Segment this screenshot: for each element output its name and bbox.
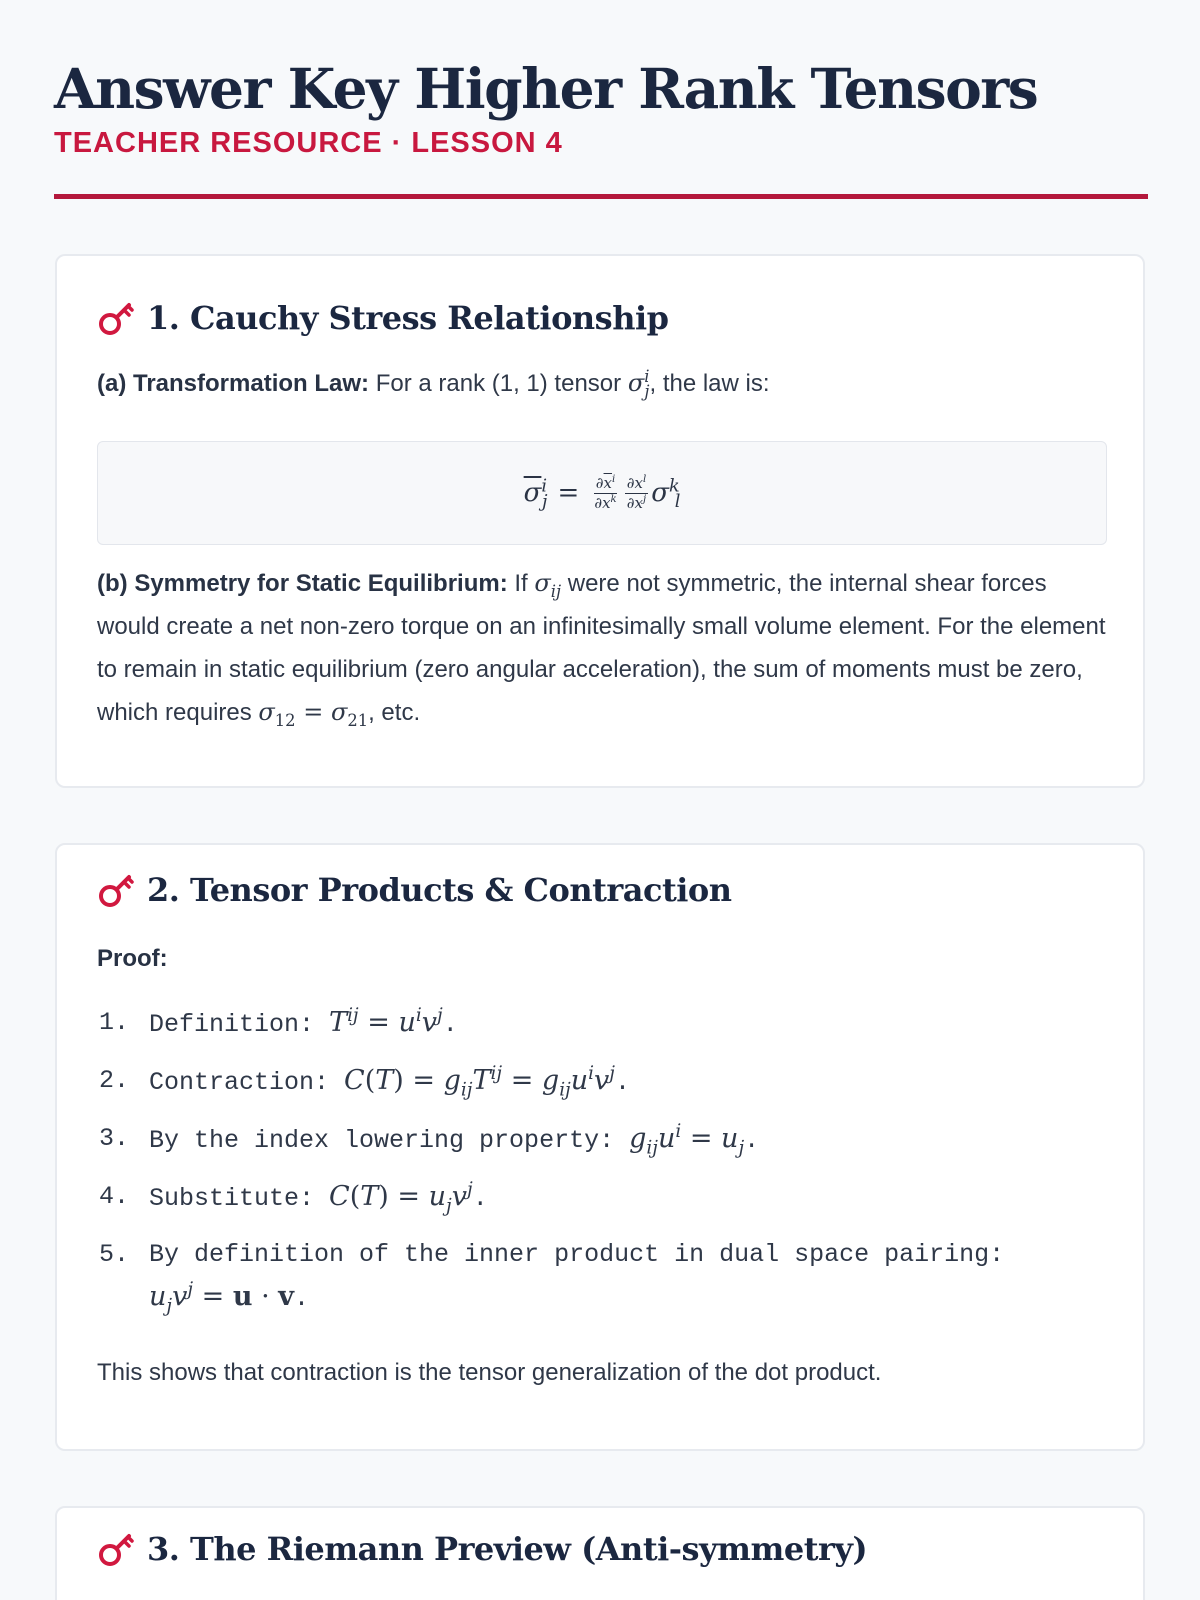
proof-step: 1. Definition: $T^{ij} = u^iv^j$. <box>99 995 1109 1053</box>
sigma-ij-math: $\sigma_{ij}$ <box>534 569 562 601</box>
key-icon <box>97 871 135 909</box>
proof-label-line <box>97 937 1107 980</box>
section-title: 2. Tensor Products & Contraction <box>147 871 732 909</box>
step-number: 4. <box>99 1182 130 1211</box>
part-a-paragraph <box>97 362 1107 405</box>
page-header <box>54 54 1148 160</box>
transformation-law-equation-box <box>97 441 1107 545</box>
step-number: 1. <box>99 1008 130 1037</box>
step-number: 3. <box>99 1124 130 1153</box>
header-divider <box>54 194 1148 199</box>
proof-step: 3. By the index lowering property: $g_{ij}u^i = u_j$. <box>99 1111 1109 1169</box>
part-a-text-end: , the law is: <box>649 370 770 397</box>
section-card-cauchy-stress <box>55 254 1145 788</box>
section-title: 3. The Riemann Preview (Anti-symmetry) <box>147 1530 868 1568</box>
part-b-text-2: were not symmetric, the internal shear forces would create a net non-zero torque on an infinitesimally small volume element. For the element to remain in static equilibrium (zero angular acceleration), the sum of moments must be zero, which requires <box>97 570 1106 726</box>
step-math: $T^{ij} = u^iv^j$ <box>329 1005 443 1038</box>
sigma-symmetry-math: $\sigma_{12} = \sigma_{21}$ <box>258 698 369 730</box>
section-heading <box>97 865 732 915</box>
step-text: Definition: <box>149 1010 315 1039</box>
section-heading <box>97 293 668 343</box>
section-card-tensor-products <box>55 843 1145 1451</box>
part-b-label: (b) Symmetry for Static Equilibrium: <box>97 570 508 597</box>
key-icon <box>97 299 135 337</box>
step-text: By the index lowering property: <box>149 1126 615 1155</box>
section-title: 1. Cauchy Stress Relationship <box>147 299 669 337</box>
step-math: $C(T) = u_jv^j$ <box>329 1179 473 1217</box>
step-number: 2. <box>99 1066 130 1095</box>
proof-step: 4. Substitute: $C(T) = u_jv^j$. <box>99 1169 1109 1227</box>
step-math: $C(T) = g_{ij}T^{ij} = g_{ij}u^iv^j$ <box>344 1063 615 1101</box>
section-card-riemann-preview <box>55 1506 1145 1600</box>
step-math: $g_{ij}u^i = u_j$ <box>629 1121 745 1159</box>
part-b-text-3: , etc. <box>368 699 421 726</box>
part-a-label: (a) Transformation Law: <box>97 370 370 397</box>
page-subtitle: TEACHER RESOURCE · LESSON 4 <box>54 127 563 159</box>
part-b-text-1: If <box>514 570 528 597</box>
sigma-mixed-tensor-math: $\sigma^i_j$ <box>627 367 650 401</box>
step-text: Contraction: <box>149 1068 330 1097</box>
step-text: Substitute: <box>149 1184 315 1213</box>
proof-step: 2. Contraction: $C(T) = g_{ij}T^{ij} = g_{ij}u^iv^j$. <box>99 1053 1109 1111</box>
step-text: By definition of the inner product in dual space pairing: <box>149 1240 1005 1269</box>
proof-label: Proof: <box>97 945 168 972</box>
proof-conclusion: This shows that contraction is the tensor generalization of the dot product. <box>97 1359 882 1386</box>
key-icon <box>97 1530 135 1568</box>
transformation-law-equation: $\overline{\sigma}^i_j$ = $\frac{\partial\overline{x}^i}{\partial x^k}$ $\frac{\partial x^l}{\partial\overline{x}^j}$ $\sigma^k_l$ <box>523 473 681 513</box>
section-heading <box>97 1524 867 1574</box>
part-a-text: For a rank (1, 1) tensor <box>375 370 622 397</box>
proof-step: 5. By definition of the inner product in dual space pairing: $u_jv^j = u \cdot v$. <box>99 1227 1109 1321</box>
proof-steps-list <box>99 995 1109 1321</box>
page-title: Answer Key Higher Rank Tensors <box>54 56 1038 121</box>
part-b-paragraph <box>97 562 1107 734</box>
step-math: $u_jv^j = u \cdot v$ <box>149 1279 294 1317</box>
step-number: 5. <box>99 1240 130 1269</box>
